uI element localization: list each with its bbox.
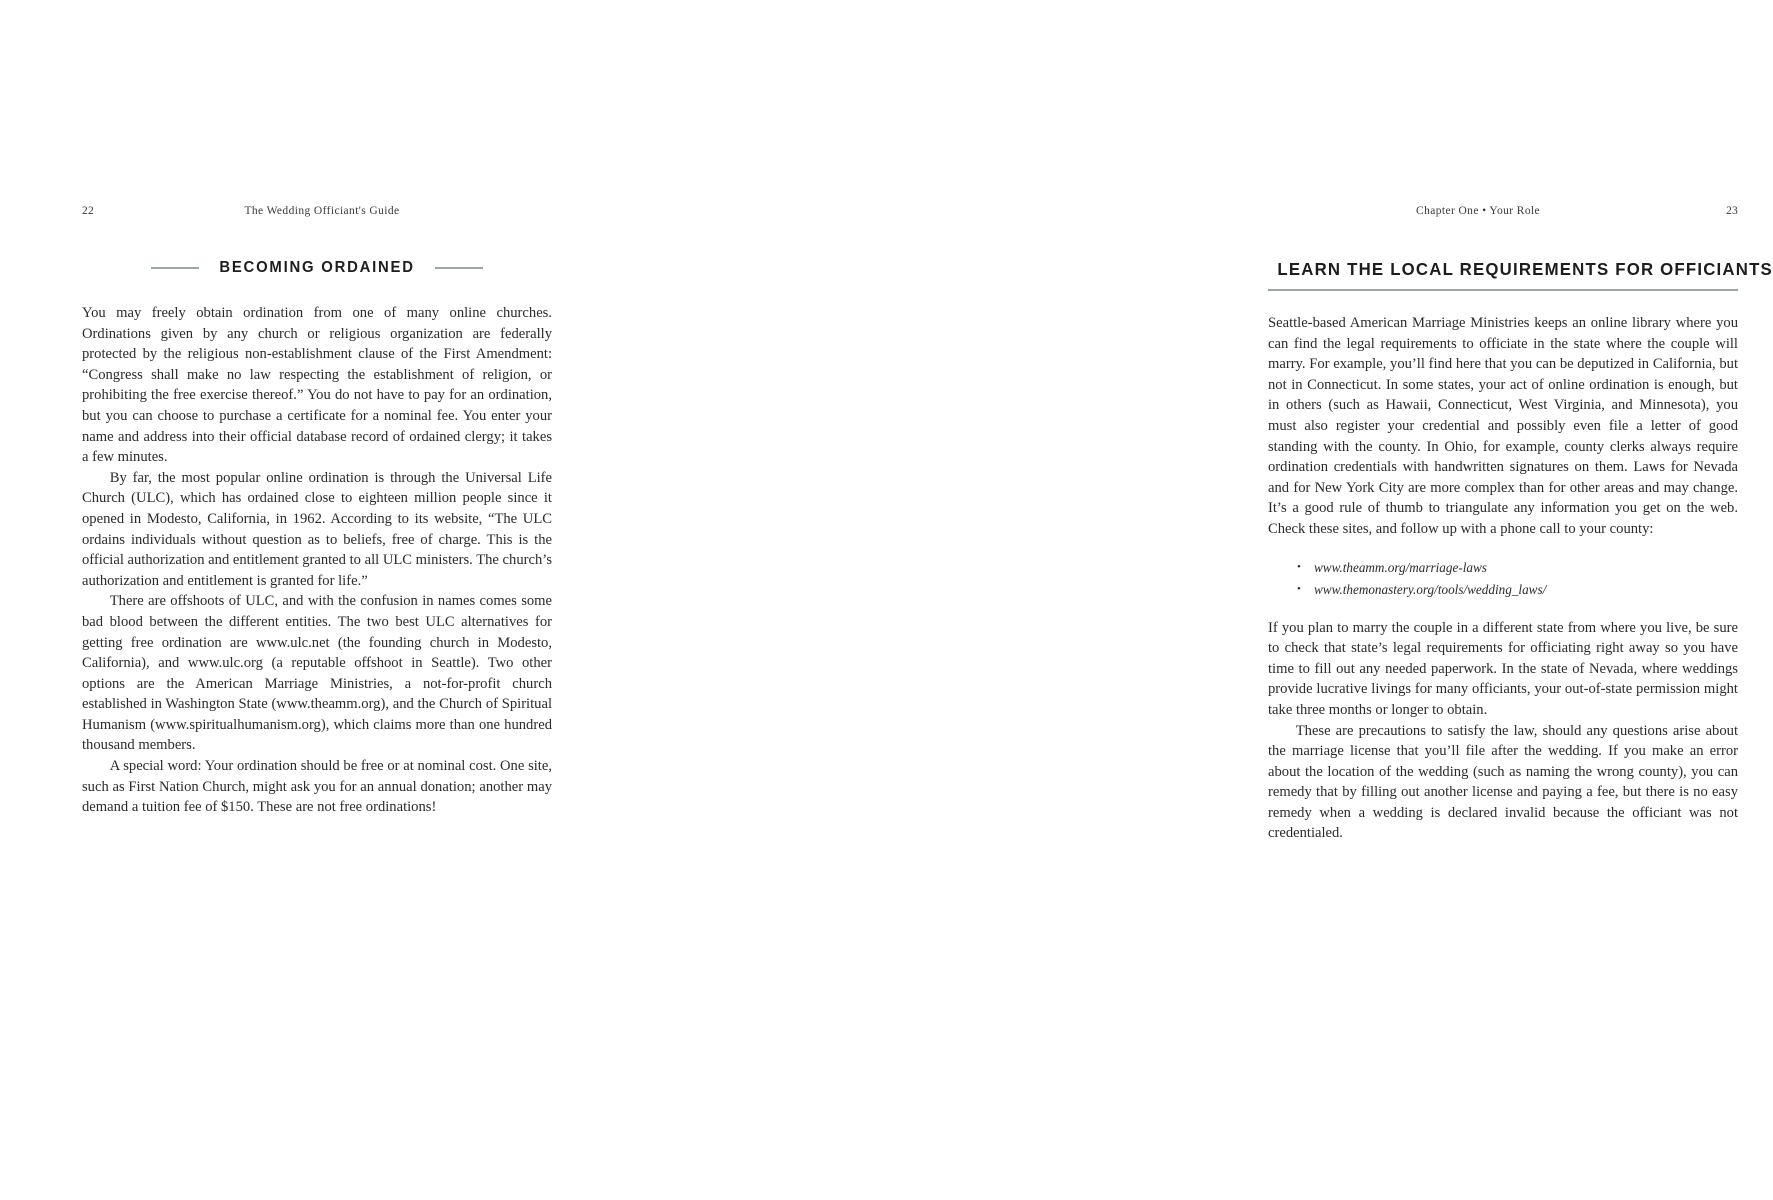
heading-underline-rule [1268,289,1738,291]
local-requirements-heading-block [1268,259,1773,291]
left-page-content [82,205,552,818]
right-page [600,0,1773,1200]
list-item: • www.theamm.org/marriage-laws [1314,557,1738,579]
paragraph: A special word: Your ordination should be free or at nominal cost. One site, such as First Nation Church, might ask you for an annual donation; another may demand a tuition fee of $150. These are not free ordinations! [82,758,552,816]
paragraph: These are precautions to satisfy the law, should any questions arise about the marriage license that you’ll file after the wedding. If you make an error about the location of the wedding (such as naming the wrong county), you can remedy that by filling out another license and paying a fee, but there is no easy remedy when a wedding is declared invalid because the officiant was not credentialed. [1268,722,1738,842]
left-page-folio: 22 [82,205,94,217]
left-body-copy [82,303,552,818]
left-running-head-title: The Wedding Officiant's Guide [244,205,400,217]
right-running-head-title: Chapter One • Your Role [1416,205,1541,217]
right-running-head [1268,205,1738,221]
list-item: • www.themonastery.org/tools/wedding_laws/ [1314,579,1738,601]
right-page-content [1268,205,1773,844]
section-heading-becoming-ordained: BECOMING ORDAINED [219,259,415,276]
section-heading-learn-local-requirements: LEARN THE LOCAL REQUIREMENTS FOR OFFICIANTS [1277,259,1773,279]
rule-dash-right-icon [435,267,483,269]
right-body-copy [1268,313,1738,844]
paragraph: By far, the most popular online ordination is through the Universal Life Church (ULC), which has ordained close to eighteen million people since it opened in Modesto, California, in 1962. According to its website, “The ULC ordains individuals without question as to beliefs, free of charge. This is the official authorization and entitlement granted to all ULC ministers. The church’s authorization and entitlement is granted for life.” [82,469,552,589]
paragraph: If you plan to marry the couple in a different state from where you live, be sure to check that state’s legal requirements for officiating right away so you have time to fill out any needed paperwork. In the state of Nevada, where weddings provide lucrative livings for many officiants, your out-of-state permission might take three months or longer to obtain. [1268,619,1738,718]
heading-ornament [82,259,552,277]
paragraph: There are offshoots of ULC, and with the confusion in names comes some bad blood between the different entities. The two best ULC alternatives for getting free ordination are www.ulc.net (the founding church in Modesto, California), and www.ulc.org (a reputable offshoot in Seattle). Two other options are the American Marriage Ministries, a not-for-profit church established in Washington State (www.theamm.org), and the Church of Spiritual Humanism (www.spiritualhumanism.org), which claims more than one hundred thousand members. [82,593,552,754]
left-page [0,0,600,1200]
becoming-ordained-heading-block [82,259,552,277]
right-page-folio: 23 [1726,205,1738,217]
paragraph: Seattle-based American Marriage Ministries keeps an online library where you can find the legal requirements to officiate in the state where the couple will marry. For example, you’ll find here that you can be deputized in California, but not in Connecticut. In some states, your act of online ordination is enough, but in others (such as Hawaii, Connecticut, West Virginia, and Minnesota), you must also register your credential and possibly even file a letter of good standing with the county. In Ohio, for example, county clerks always require ordination credentials with handwritten signatures on them. Laws for Nevada and for New York City are more complex than for other areas and may change. It’s a good rule of thumb to triangulate any information you get on the web. Check these sites, and follow up with a phone call to your county: [1268,315,1738,537]
paragraph: You may freely obtain ordination from one of many online churches. Ordinations given by any church or religious organization are federally protected by the religious non-establishment clause of the First Amendment: “Congress shall make no law respecting the establishment of religion, or prohibiting the free exercise thereof.” You do not have to pay for an ordination, but you can choose to purchase a certificate for a nominal fee. You enter your name and address into their official database record of ordained clergy; it takes a few minutes. [82,305,552,466]
rule-dash-left-icon [151,267,199,269]
left-running-head [82,205,552,221]
reference-links-list [1268,557,1738,601]
